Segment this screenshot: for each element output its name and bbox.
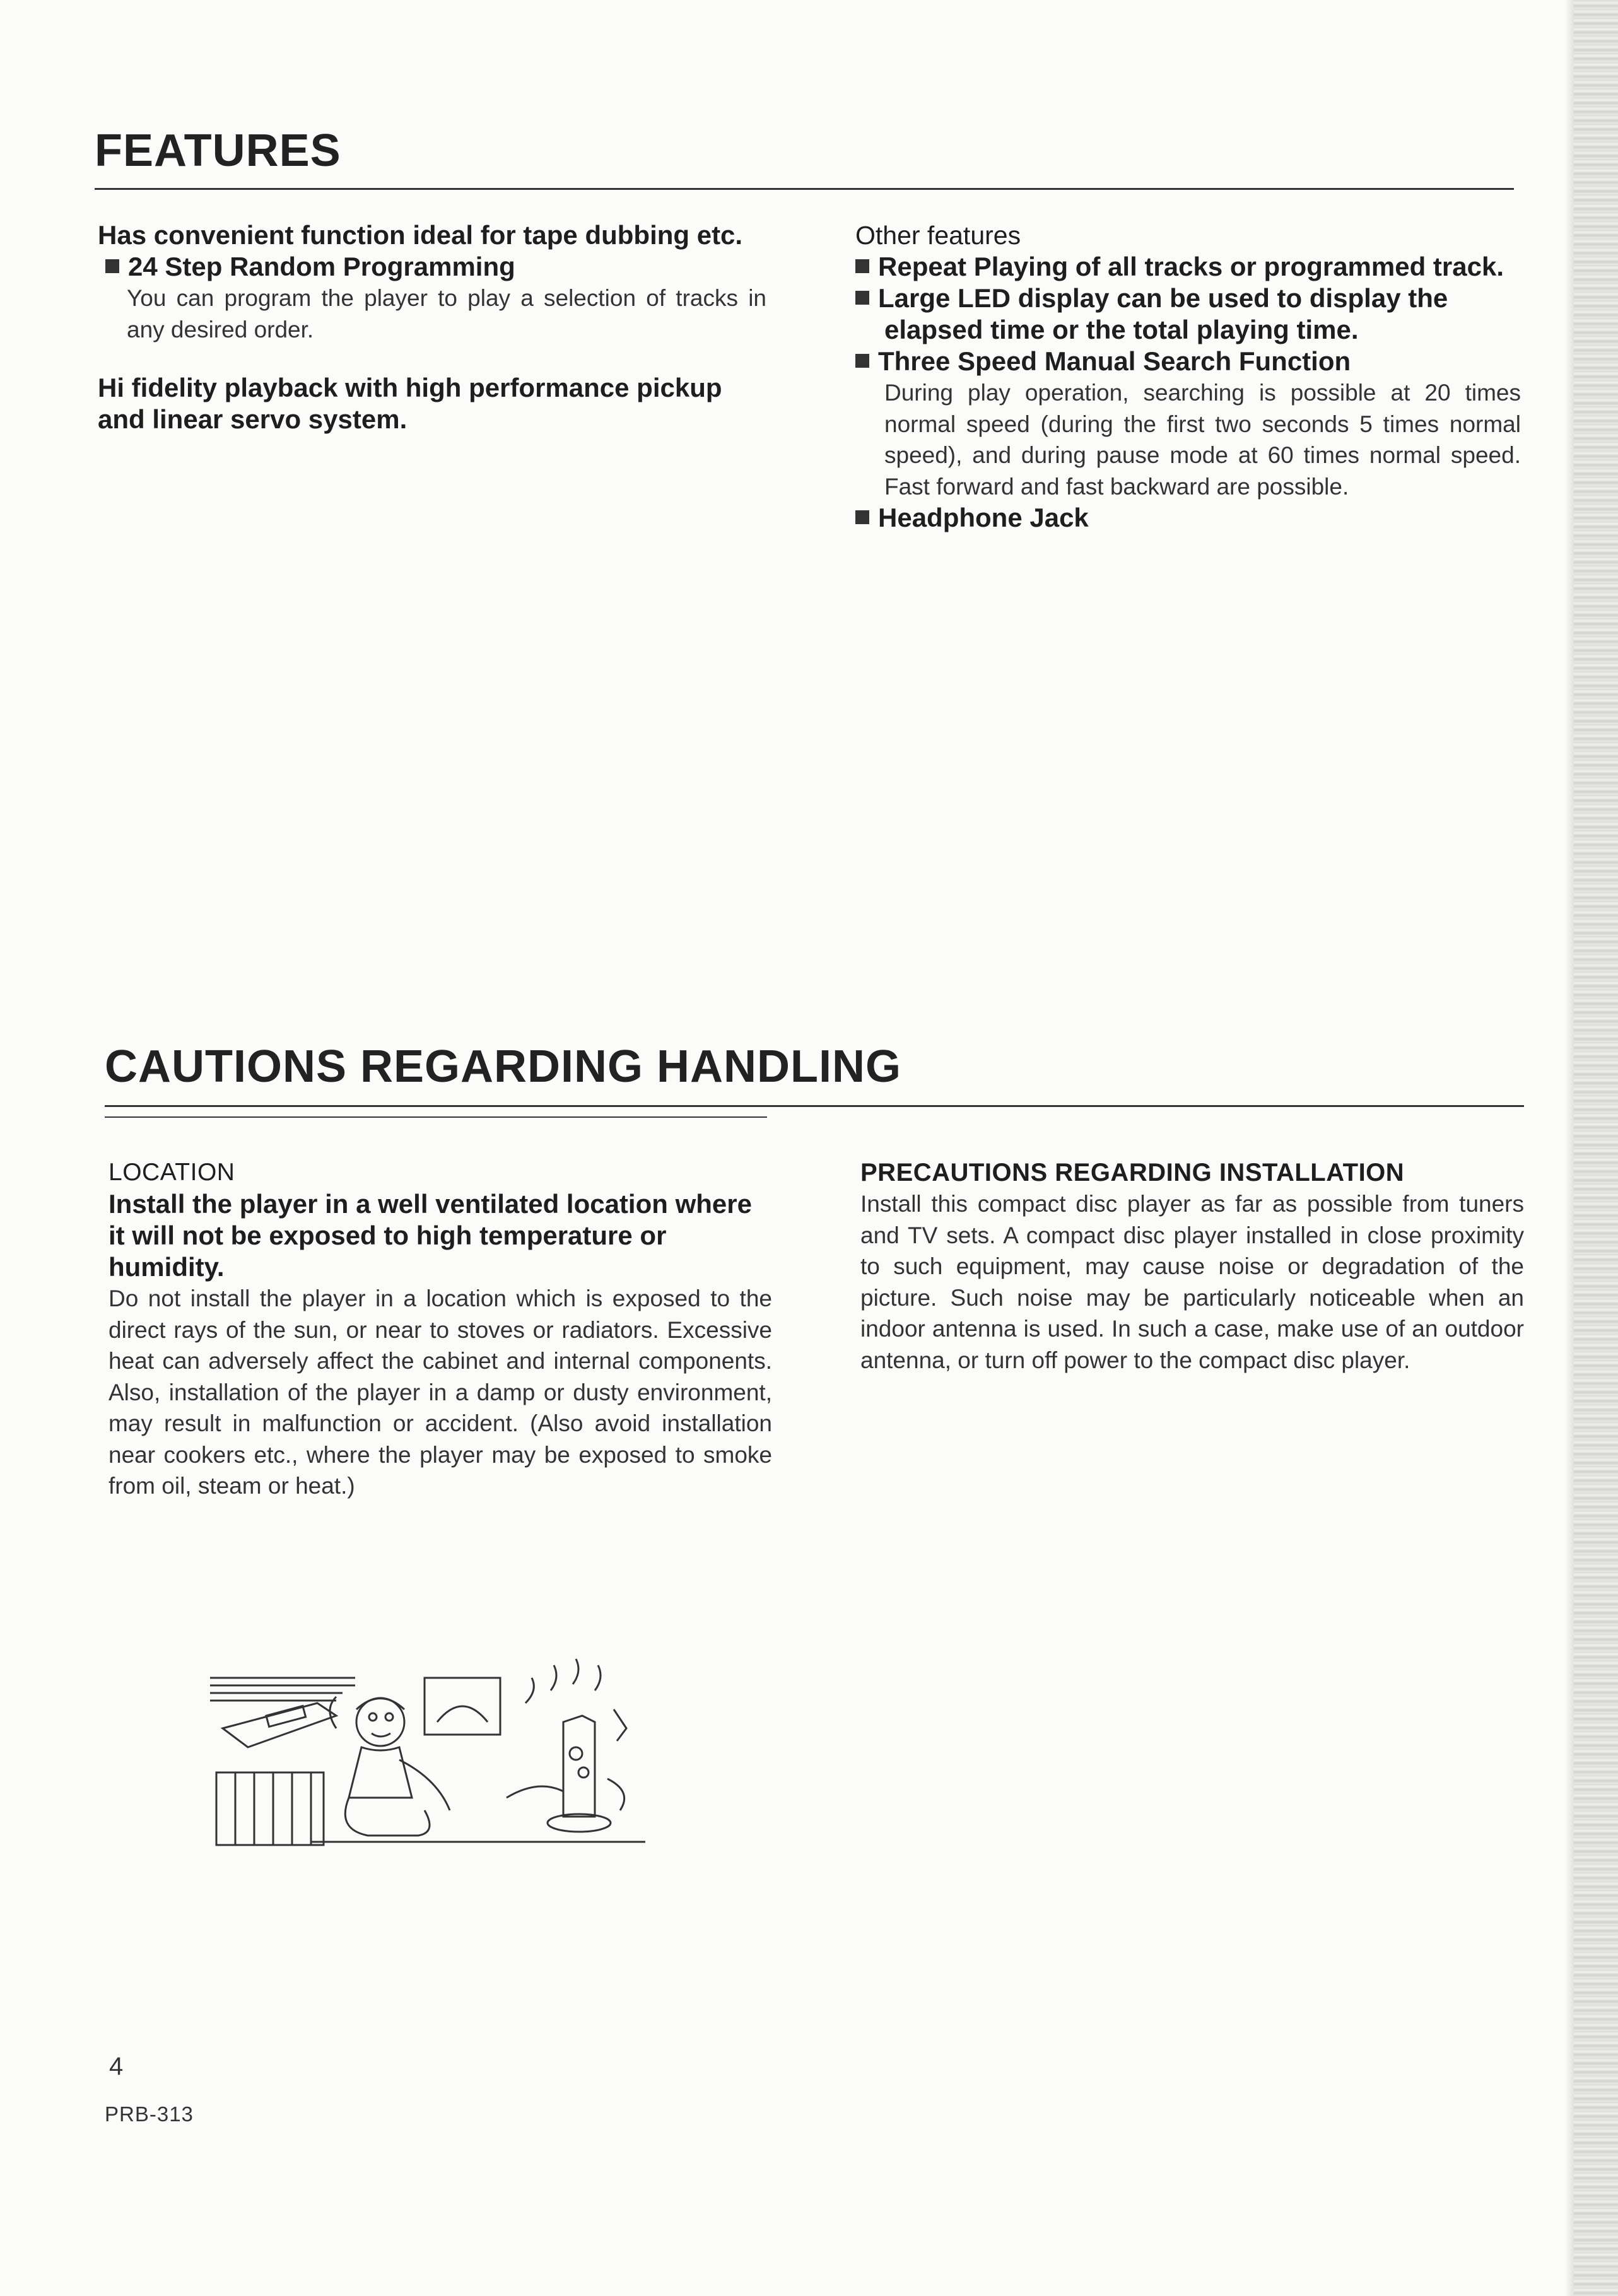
features-title: FEATURES xyxy=(95,126,341,176)
square-bullet-icon xyxy=(855,259,869,273)
scan-edge-gradient xyxy=(1565,0,1574,2296)
other-features-heading: Other features xyxy=(855,221,1021,250)
feature-item-headphone-text: Headphone Jack xyxy=(878,503,1089,532)
square-bullet-icon xyxy=(855,291,869,305)
square-bullet-icon xyxy=(105,259,119,273)
features-right-column xyxy=(855,220,1521,534)
feature-item-programming-text: You can program the player to play a selection of tracks in any desired order. xyxy=(127,285,766,343)
location-label: LOCATION xyxy=(108,1159,235,1186)
feature-item-programming-title: 24 Step Random Programming xyxy=(128,252,515,281)
feature-item-repeat xyxy=(855,251,1521,283)
feature-item-headphone xyxy=(855,502,1521,534)
feature-item-led-text: Large LED display can be used to display the elapsed time or the total playing time. xyxy=(878,283,1448,344)
overheated-player-cartoon xyxy=(210,1653,652,1854)
location-text: Do not install the player in a location which is exposed to the direct rays of the sun, or near to stoves or radiators. Excessive heat can adversely affect the cabinet and internal components. Also, installation of the player in a damp or dusty environment, may result in malfunction or accident. (Also avoid installation near cookers etc., where the player may be exposed to smoke from oil, steam or heat.) xyxy=(108,1286,772,1499)
feature-item-programming xyxy=(98,251,766,283)
cautions-subrule xyxy=(105,1116,767,1118)
precautions-text: Install this compact disc player as far as possible from tuners and TV sets. A compact disc player installed in close proximity to such equipment, may cause noise or degradation of the picture. Such noise may be particularly noticeable when an indoor antenna is used. In such a case, make use of an outdoor antenna, or turn off power to the compact disc player. xyxy=(860,1191,1524,1373)
features-rule xyxy=(95,188,1514,190)
page-number: 4 xyxy=(109,2053,124,2080)
feature-item-search-title: Three Speed Manual Search Function xyxy=(878,346,1351,376)
precautions-column xyxy=(860,1157,1524,1376)
cautions-title: CAUTIONS REGARDING HANDLING xyxy=(105,1041,901,1092)
feature-item-led xyxy=(855,283,1521,346)
cautions-rule xyxy=(105,1105,1524,1107)
square-bullet-icon xyxy=(855,354,869,368)
features-heading-dubbing: Has convenient function ideal for tape dubbing etc. xyxy=(98,220,743,250)
model-number: PRB-313 xyxy=(105,2102,194,2126)
scan-edge-shadow xyxy=(1574,0,1618,2296)
features-heading-fidelity: Hi fidelity playback with high performance pickup and linear servo system. xyxy=(98,373,722,434)
features-left-column xyxy=(98,220,766,435)
precautions-label: PRECAUTIONS REGARDING INSTALLATION xyxy=(860,1159,1405,1186)
feature-item-search xyxy=(855,346,1521,377)
square-bullet-icon xyxy=(855,510,869,524)
feature-item-repeat-text: Repeat Playing of all tracks or programmed track. xyxy=(878,252,1504,281)
feature-item-search-text: During play operation, searching is possible at 20 times normal speed (during the first two seconds 5 times normal speed), and during pause mode at 60 times normal speed. Fast forward and fast backward are possible. xyxy=(884,380,1521,500)
location-heading: Install the player in a well ventilated location where it will not be exposed to high temperature or humidity. xyxy=(108,1189,752,1282)
location-column xyxy=(108,1157,772,1502)
